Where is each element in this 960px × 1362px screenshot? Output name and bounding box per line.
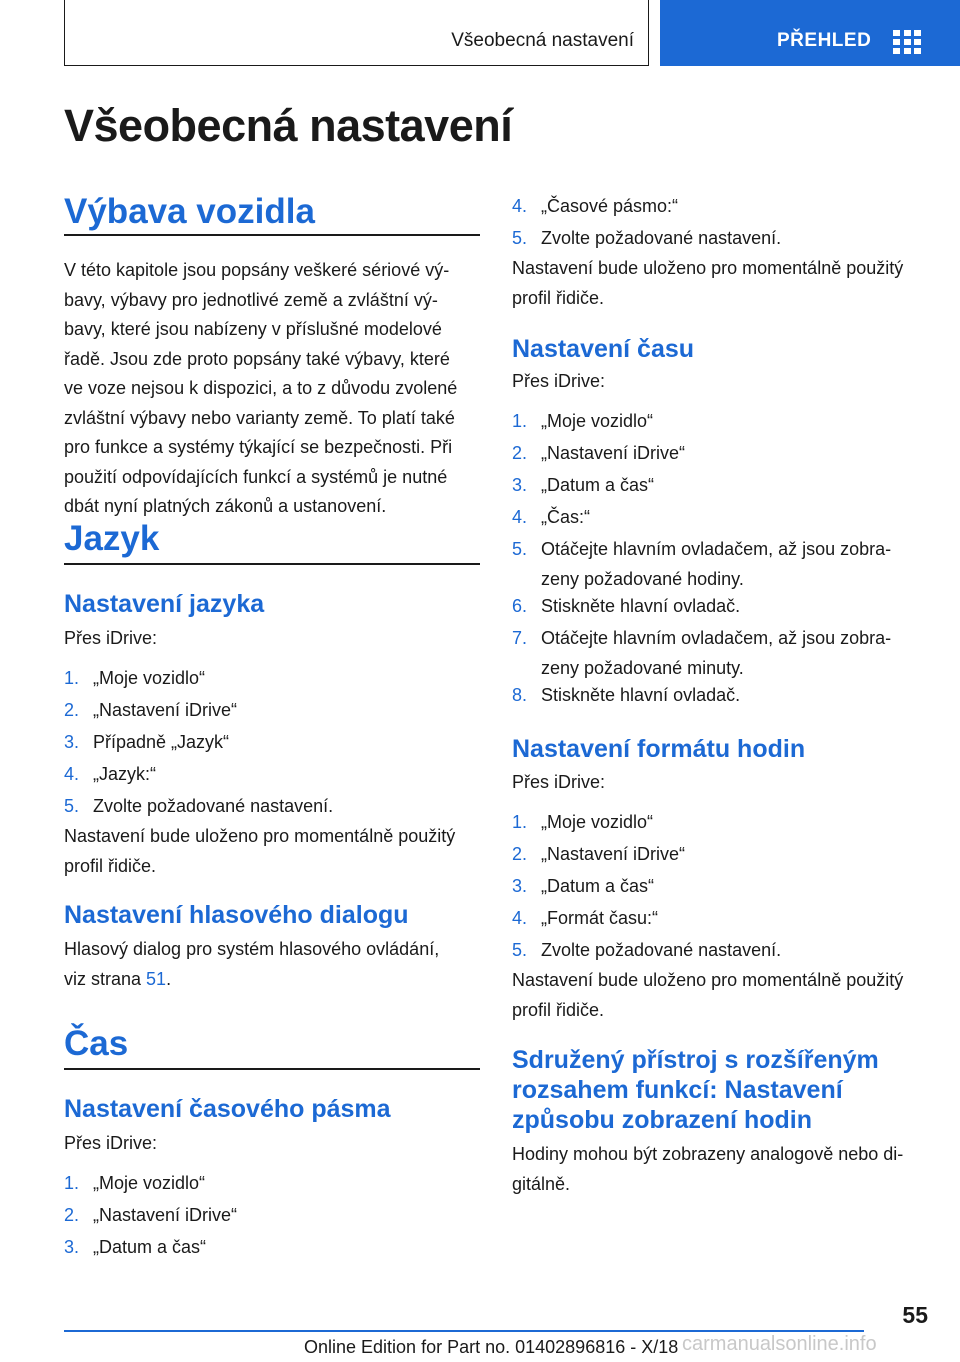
- subheading-jazyk: Nastavení jazyka: [64, 590, 265, 618]
- header-section-tab: [64, 0, 649, 66]
- heading-vybava: Výbava vozidla: [64, 192, 315, 231]
- page-title: Všeobecná nastavení: [64, 100, 513, 151]
- subheading-format: Nastavení formátu hodin: [512, 735, 806, 763]
- note-text: Nastavení bude uloženo pro momentálně použitý profil řidiče.: [512, 970, 904, 1020]
- overview-button[interactable]: [660, 0, 960, 66]
- heading-jazyk: Jazyk: [64, 519, 160, 558]
- footer-edition: Online Edition for Part no. 01402896816 - X/18: [304, 1337, 679, 1357]
- intro-text: Přes iDrive:: [64, 628, 158, 648]
- note-text: Nastavení bude uloženo pro momentálně použitý profil řidiče.: [512, 258, 904, 308]
- vybava-text: V této kapitole jsou popsány veškeré sériové vý‐ bavy, výbavy pro jednotlivé země a zvláštní vý‐ bavy, které jsou nabízeny v příslušné modelové řadě. Jsou zde proto popsány také výbavy, které ve voze nejsou k dispozici, a to z důvodu zvolené zvláštní výbavy nebo varianty země. To platí také pro funkce a systémy týkající se bezpečnosti. Při použití odpovídajících funkcí a systémů je nutné dbát nyní platných zákonů a ustanovení.: [64, 260, 458, 516]
- sdruzeny-text: Hodiny mohou být zobrazeny analogově nebo di‐ gitálně.: [512, 1144, 904, 1194]
- grid-icon: [893, 30, 921, 54]
- subheading-pasmo: Nastavení časového pásma: [64, 1095, 391, 1123]
- intro-text: Přes iDrive:: [512, 772, 606, 792]
- divider: [64, 234, 480, 236]
- watermark: carmanualsonline.info: [682, 1333, 877, 1355]
- footer-divider: [64, 1330, 864, 1332]
- divider: [64, 563, 480, 565]
- header-section-title: Všeobecná nastavení: [451, 30, 634, 51]
- page-number: 55: [902, 1302, 928, 1328]
- subheading-sdruzeny: Sdružený přístroj s rozšířeným rozsahem funkcí: Nastavení způsobu zobrazení hodin: [512, 1046, 879, 1134]
- heading-cas: Čas: [64, 1024, 129, 1063]
- note-text: Nastavení bude uloženo pro momentálně použitý profil řidiče.: [64, 826, 456, 876]
- subheading-hlas: Nastavení hlasového dialogu: [64, 901, 409, 929]
- overview-label: PŘEHLED: [777, 30, 872, 51]
- intro-text: Přes iDrive:: [64, 1133, 158, 1153]
- hlas-text: Hlasový dialog pro systém hlasového ovládání, viz strana 51.: [64, 939, 440, 989]
- subheading-cas: Nastavení času: [512, 335, 695, 363]
- divider: [64, 1068, 480, 1070]
- intro-text: Přes iDrive:: [512, 371, 606, 391]
- page-link[interactable]: 51: [146, 968, 167, 989]
